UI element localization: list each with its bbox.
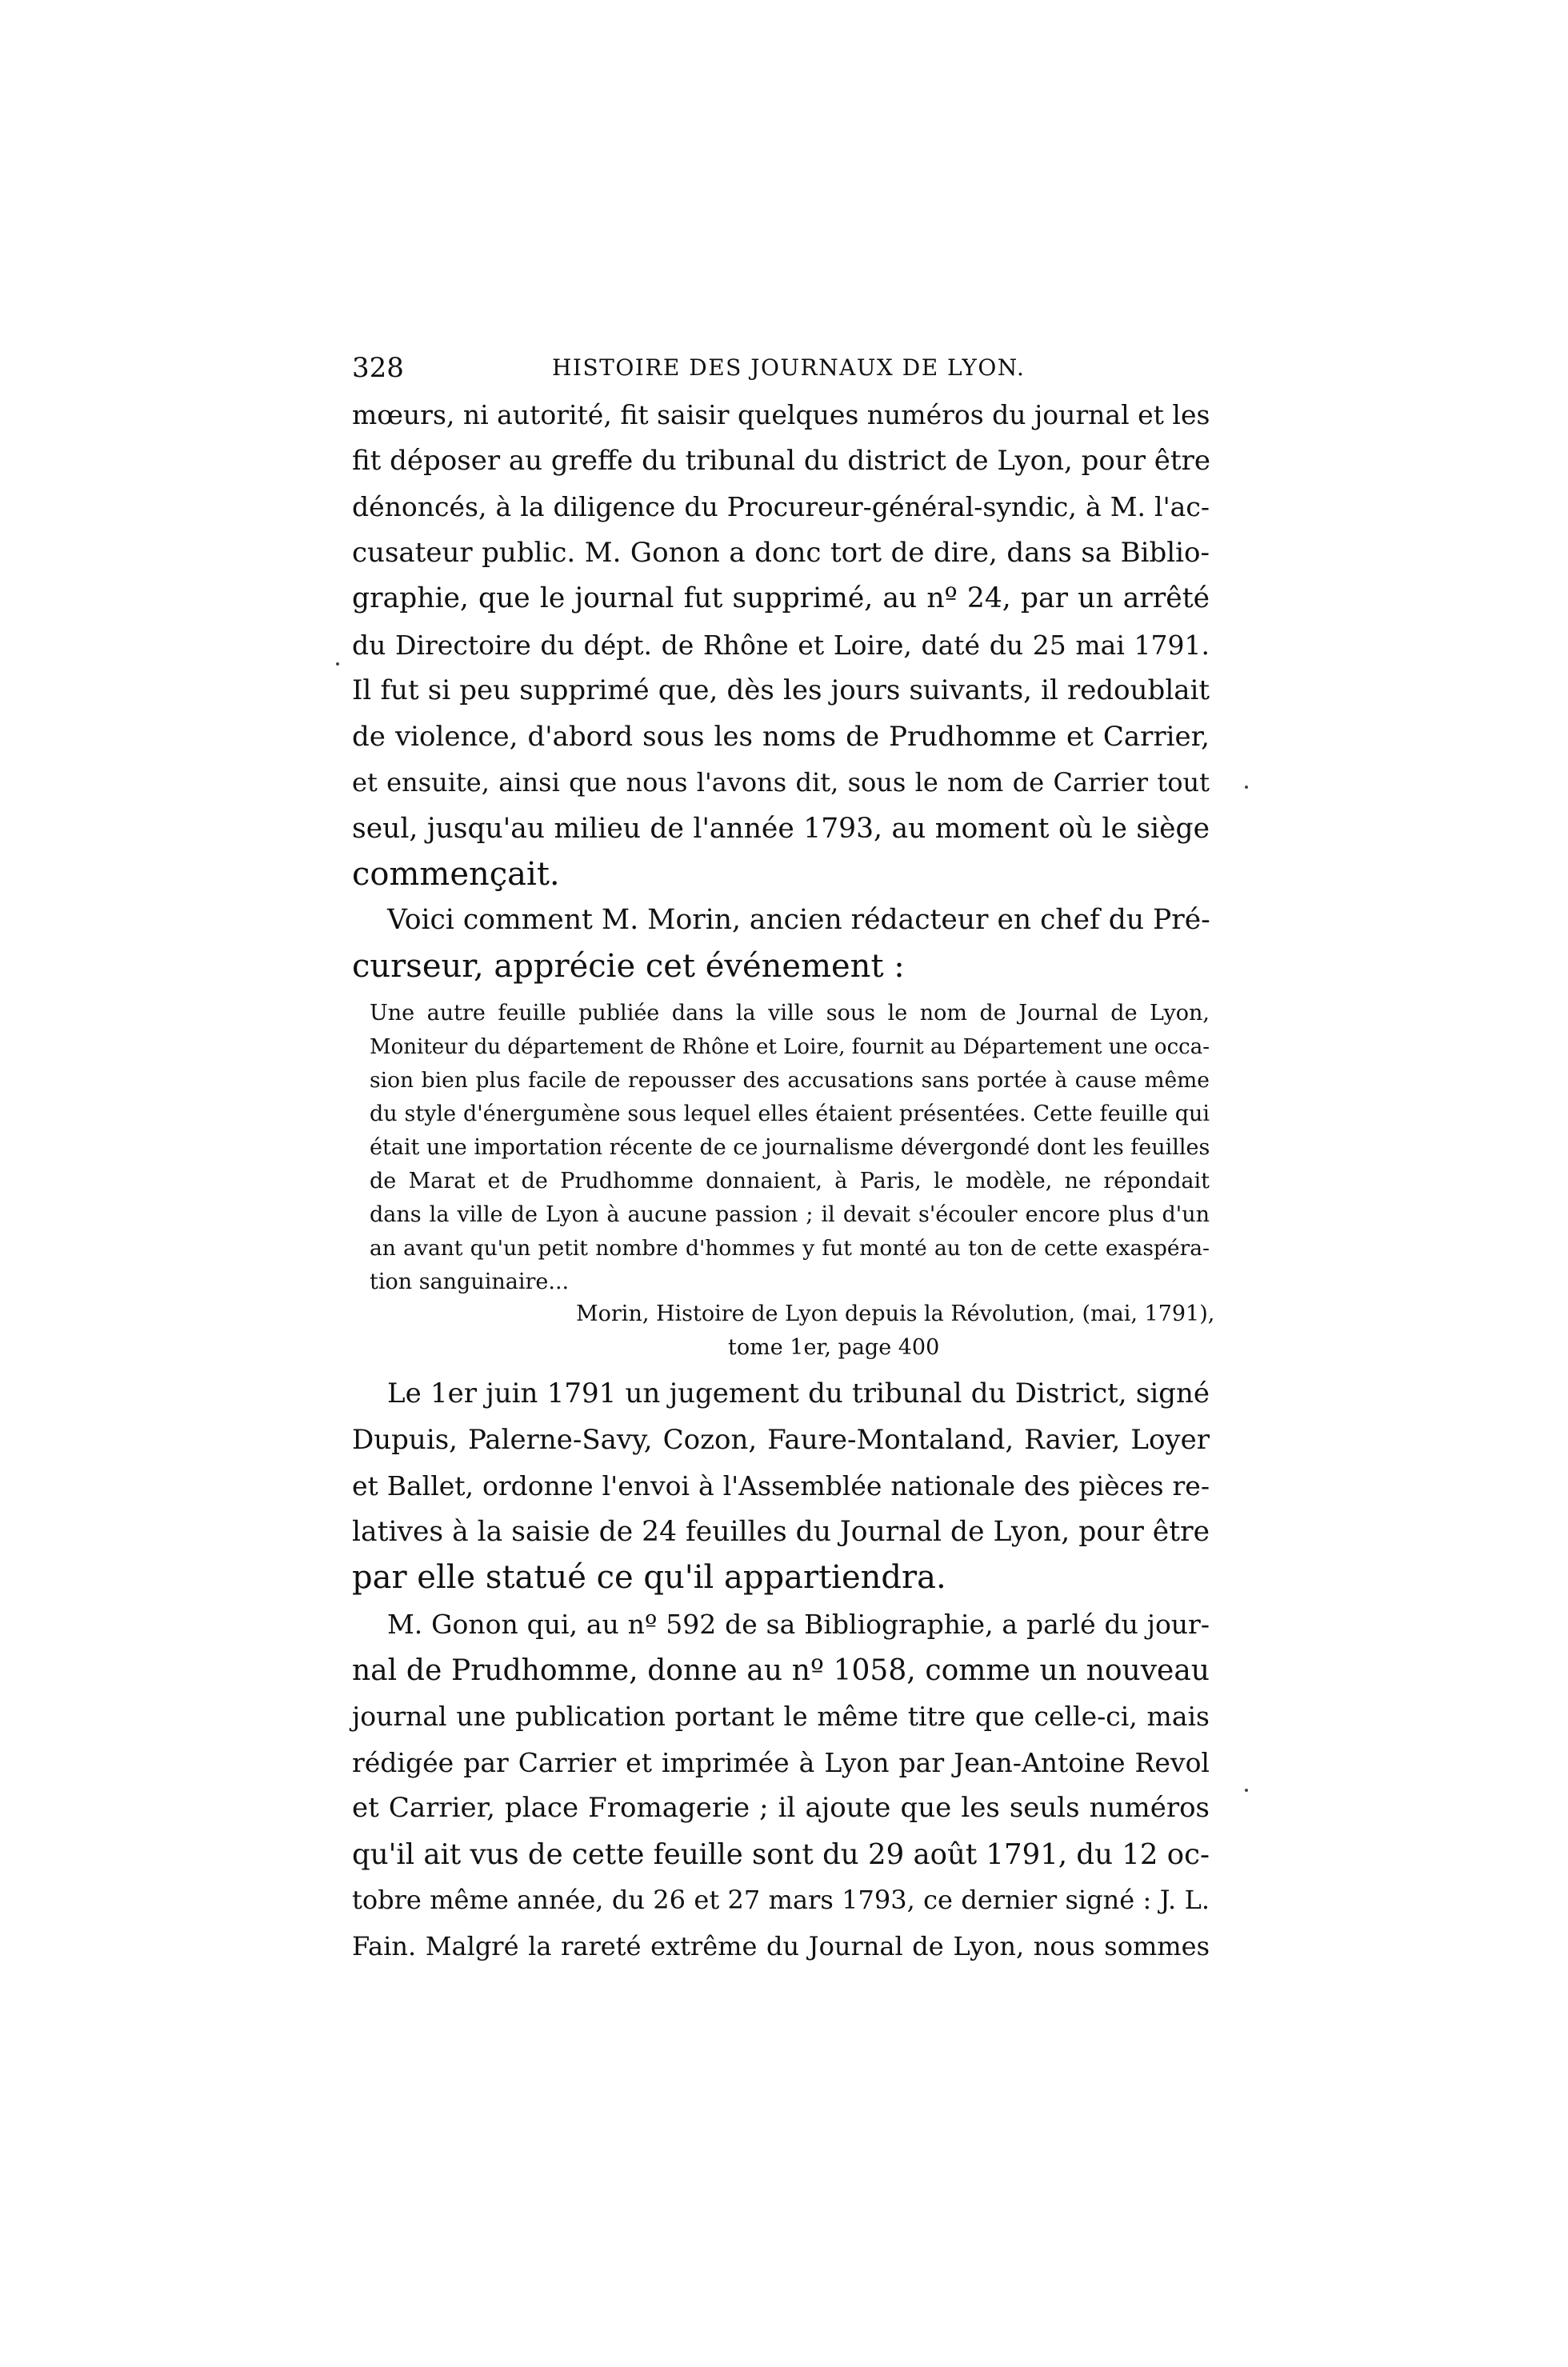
block-quote bbox=[370, 997, 1210, 1299]
text-line: M. Gonon qui, au nº 592 de sa Bibliographie, a parlé du jour- bbox=[387, 1609, 1210, 1640]
text-line: latives à la saisie de 24 feuilles du Journal de Lyon, pour être bbox=[352, 1515, 1210, 1548]
text-line: fit déposer au greffe du tribunal du district de Lyon, pour être bbox=[352, 444, 1210, 477]
page-number: 328 bbox=[352, 352, 404, 384]
quote-line: était une importation récente de ce journalisme dévergondé dont les feuilles bbox=[370, 1135, 1210, 1160]
text-line: par elle statué ce qu'il appartiendra. bbox=[352, 1559, 946, 1596]
text-line: Il fut si peu supprimé que, dès les jours suivants, il redoublait bbox=[352, 674, 1210, 706]
text-line: qu'il ait vus de cette feuille sont du 29 août 1791, du 12 oc- bbox=[352, 1837, 1210, 1871]
print-speck bbox=[336, 662, 339, 666]
text-line: Dupuis, Palerne-Savy, Cozon, Faure-Montaland, Ravier, Loyer bbox=[352, 1423, 1210, 1456]
text-line: de violence, d'abord sous les noms de Prudhomme et Carrier, bbox=[352, 720, 1210, 753]
text-line: rédigée par Carrier et imprimée à Lyon par Jean-Antoine Revol bbox=[352, 1746, 1210, 1778]
text-line: et Carrier, place Fromagerie ; il ajoute que les seuls numéros bbox=[352, 1792, 1210, 1824]
text-line: et Ballet, ordonne l'envoi à l'Assemblée nationale des pièces re- bbox=[352, 1470, 1210, 1501]
citation-line: Morin, Histoire de Lyon depuis la Révolution, (mai, 1791), bbox=[576, 1301, 1215, 1326]
text-line: Fain. Malgré la rareté extrême du Journal de Lyon, nous sommes bbox=[352, 1930, 1210, 1961]
text-line: graphie, que le journal fut supprimé, au nº 24, par un arrêté bbox=[352, 582, 1210, 614]
paragraph-4 bbox=[352, 1601, 1210, 1969]
text-line: mœurs, ni autorité, fit saisir quelques numéros du journal et les bbox=[352, 399, 1210, 430]
quote-line: an avant qu'un petit nombre d'hommes y fut monté au ton de cette exaspéra- bbox=[370, 1236, 1210, 1261]
text-line: tobre même année, du 26 et 27 mars 1793, ce dernier signé : J. L. bbox=[352, 1885, 1210, 1915]
print-speck bbox=[1245, 786, 1248, 789]
print-speck bbox=[1245, 1789, 1248, 1792]
text-line: dénoncés, à la diligence du Procureur-général-syndic, à M. l'ac- bbox=[352, 491, 1210, 522]
text-line: curseur, apprécie cet événement : bbox=[352, 947, 905, 985]
text-line: Le 1er juin 1791 un jugement du tribunal du District, signé bbox=[387, 1377, 1210, 1409]
text-line: seul, jusqu'au milieu de l'année 1793, au moment où le siège bbox=[352, 812, 1210, 845]
text-line: commençait. bbox=[352, 856, 560, 893]
quote-line: Moniteur du département de Rhône et Loire, fournit au Département une occa- bbox=[370, 1035, 1210, 1059]
paragraph-3 bbox=[352, 1371, 1210, 1601]
page-header bbox=[352, 346, 1210, 390]
text-line: Voici comment M. Morin, ancien rédacteur en chef du Pré- bbox=[387, 904, 1210, 936]
quote-line: dans la ville de Lyon à aucune passion ; il devait s'écouler encore plus d'un bbox=[370, 1202, 1210, 1227]
quote-line: du style d'énergumène sous lequel elles étaient présentées. Cette feuille qui bbox=[370, 1102, 1210, 1126]
text-line: et ensuite, ainsi que nous l'avons dit, sous le nom de Carrier tout bbox=[352, 767, 1210, 798]
citation-line: tome 1er, page 400 bbox=[728, 1335, 940, 1360]
quote-line: Une autre feuille publiée dans la ville sous le nom de Journal de Lyon, bbox=[370, 1001, 1210, 1026]
text-line: journal une publication portant le même titre que celle-ci, mais bbox=[352, 1701, 1210, 1732]
paragraph-2 bbox=[352, 898, 1210, 990]
paragraph-1 bbox=[352, 392, 1210, 898]
quote-citation bbox=[352, 1297, 1215, 1365]
quote-line: tion sanguinaire... bbox=[370, 1269, 570, 1294]
text-line: du Directoire du dépt. de Rhône et Loire, daté du 25 mai 1791. bbox=[352, 629, 1210, 661]
text-line: nal de Prudhomme, donne au nº 1058, comme un nouveau bbox=[352, 1653, 1210, 1687]
text-line: cusateur public. M. Gonon a donc tort de dire, dans sa Biblio- bbox=[352, 536, 1210, 569]
quote-line: de Marat et de Prudhomme donnaient, à Paris, le modèle, ne répondait bbox=[370, 1169, 1210, 1193]
running-title: HISTOIRE DES JOURNAUX DE LYON. bbox=[552, 354, 1026, 381]
quote-line: sion bien plus facile de repousser des accusations sans portée à cause même bbox=[370, 1068, 1210, 1093]
